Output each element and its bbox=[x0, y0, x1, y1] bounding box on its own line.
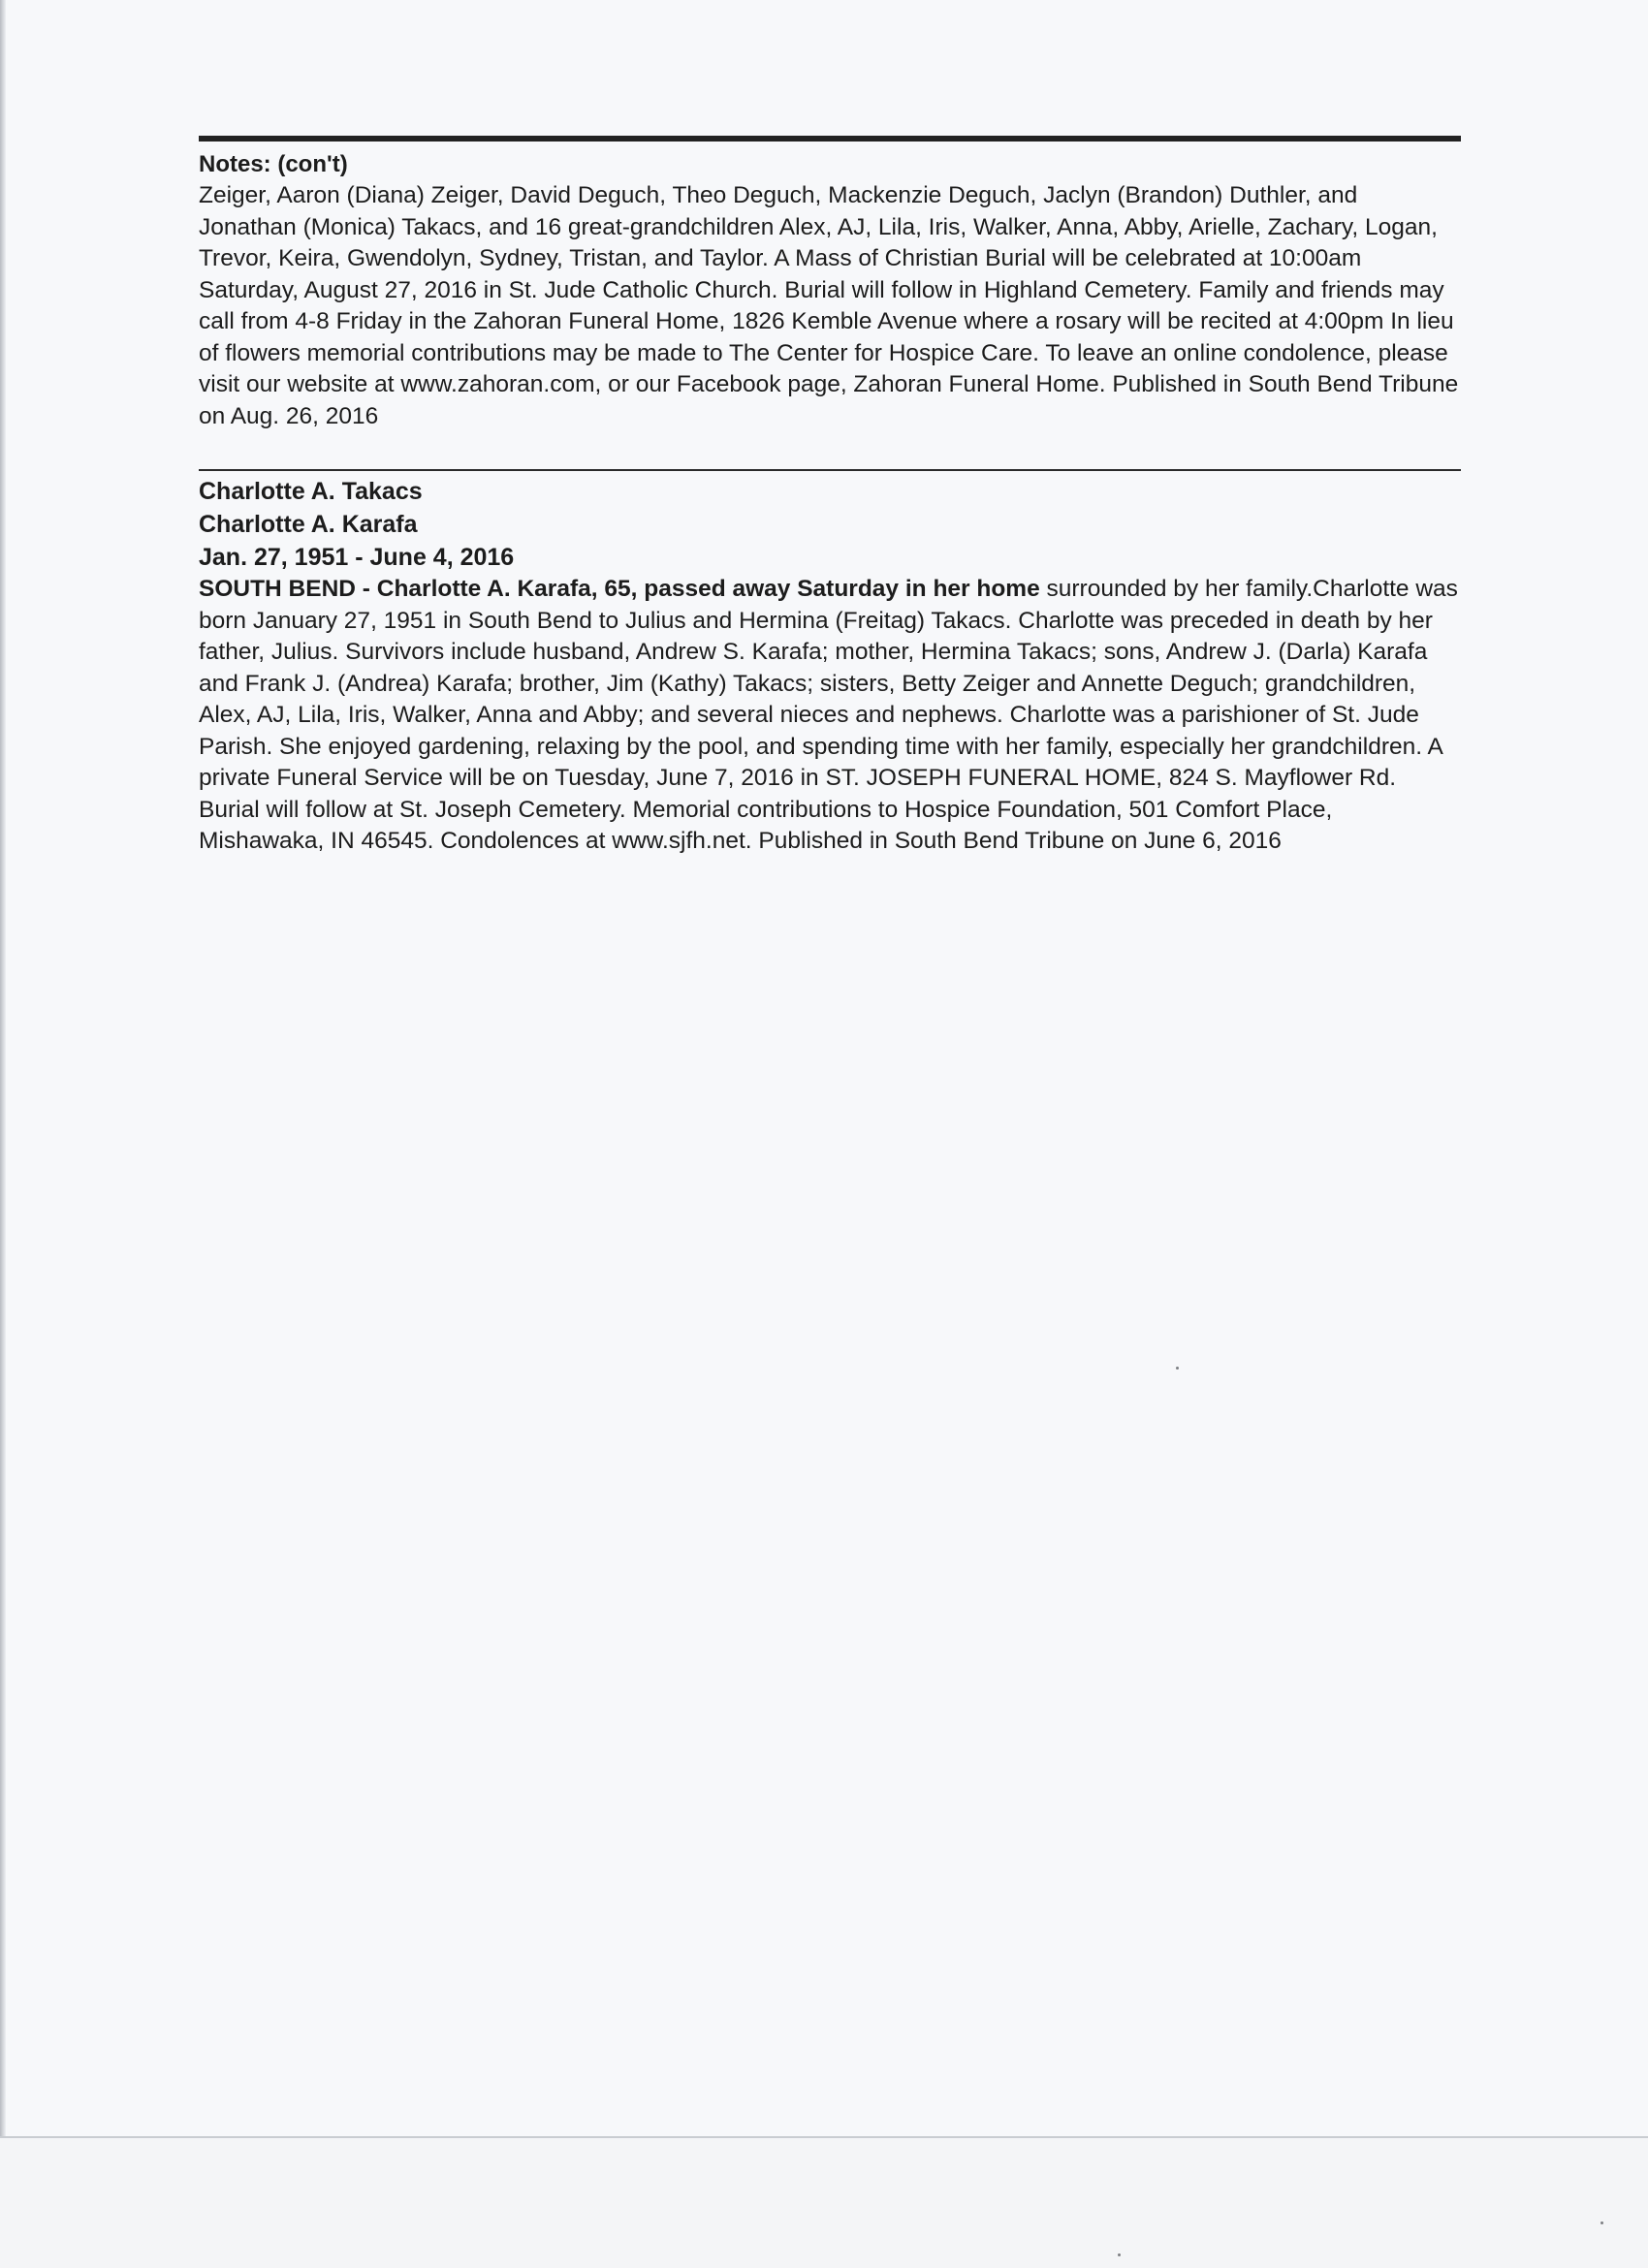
scan-speck bbox=[1600, 2221, 1603, 2224]
notes-heading: Notes: (con't) bbox=[199, 151, 348, 177]
document-page bbox=[199, 136, 1461, 858]
entry-married-name: Charlotte A. Karafa bbox=[199, 511, 418, 538]
obituary-entry bbox=[199, 475, 1461, 858]
entry-body bbox=[199, 574, 1461, 858]
top-rule bbox=[199, 136, 1461, 142]
entry-dates: Jan. 27, 1951 - June 4, 2016 bbox=[199, 544, 515, 571]
scan-bottom-band bbox=[0, 2136, 1648, 2268]
scan-speck bbox=[1118, 2253, 1121, 2256]
scan-speck bbox=[1176, 1367, 1179, 1370]
scan-edge-left bbox=[0, 0, 6, 2266]
entry-body-text: surrounded by her family.Charlotte was born January 27, 1951 in South Bend to Julius and Hermina (Freitag) Takacs. Charlotte was preceded in death by her father, Julius. Survivors include husband, Andrew S. Karafa; mother, Hermina Takacs; sons, Andrew J. (Darla) Karafa and Frank J. (Andrea) Karafa; brother, Jim (Kathy) Takacs; sisters, Betty Zeiger and Annette Deguch; grandchildren, Alex, AJ, Lila, Iris, Walker, Anna and Abby; and several nieces and nephews. Charlotte was a parishioner of St. Jude Parish. She enjoyed gardening, relaxing by the pool, and spending time with her family, especially her grandchildren. A private Funeral Service will be on Tuesday, June 7, 2016 in ST. JOSEPH FUNERAL HOME, 824 S. Mayflower Rd. Burial will follow at St. Joseph Cemetery. Memorial contributions to Hospice Foundation, 501 Comfort Place, Mishawaka, IN 46545. Condolences at www.sjfh.net. Published in South Bend Tribune on June 6, 2016 bbox=[199, 576, 1458, 854]
entry-name: Charlotte A. Takacs bbox=[199, 478, 423, 505]
entry-divider bbox=[199, 469, 1461, 471]
notes-section bbox=[199, 149, 1461, 432]
entry-lead: SOUTH BEND - Charlotte A. Karafa, 65, passed away Saturday in her home bbox=[199, 576, 1040, 602]
notes-body: Zeiger, Aaron (Diana) Zeiger, David Deguch, Theo Deguch, Mackenzie Deguch, Jaclyn (Brandon) Duthler, and Jonathan (Monica) Takacs, and 16 great-grandchildren Alex, AJ, Lila, Iris, Walker, Anna, Abby, Arielle, Zachary, Logan, Trevor, Keira, Gwendolyn, Sydney, Tristan, and Taylor. A Mass of Christian Burial will be celebrated at 10:00am Saturday, August 27, 2016 in St. Jude Catholic Church. Burial will follow in Highland Cemetery. Family and friends may call from 4-8 Friday in the Zahoran Funeral Home, 1826 Kemble Avenue where a rosary will be recited at 4:00pm In lieu of flowers memorial contributions may be made to The Center for Hospice Care. To leave an online condolence, please visit our website at www.zahoran.com, or our Facebook page, Zahoran Funeral Home. Published in South Bend Tribune on Aug. 26, 2016 bbox=[199, 182, 1459, 429]
